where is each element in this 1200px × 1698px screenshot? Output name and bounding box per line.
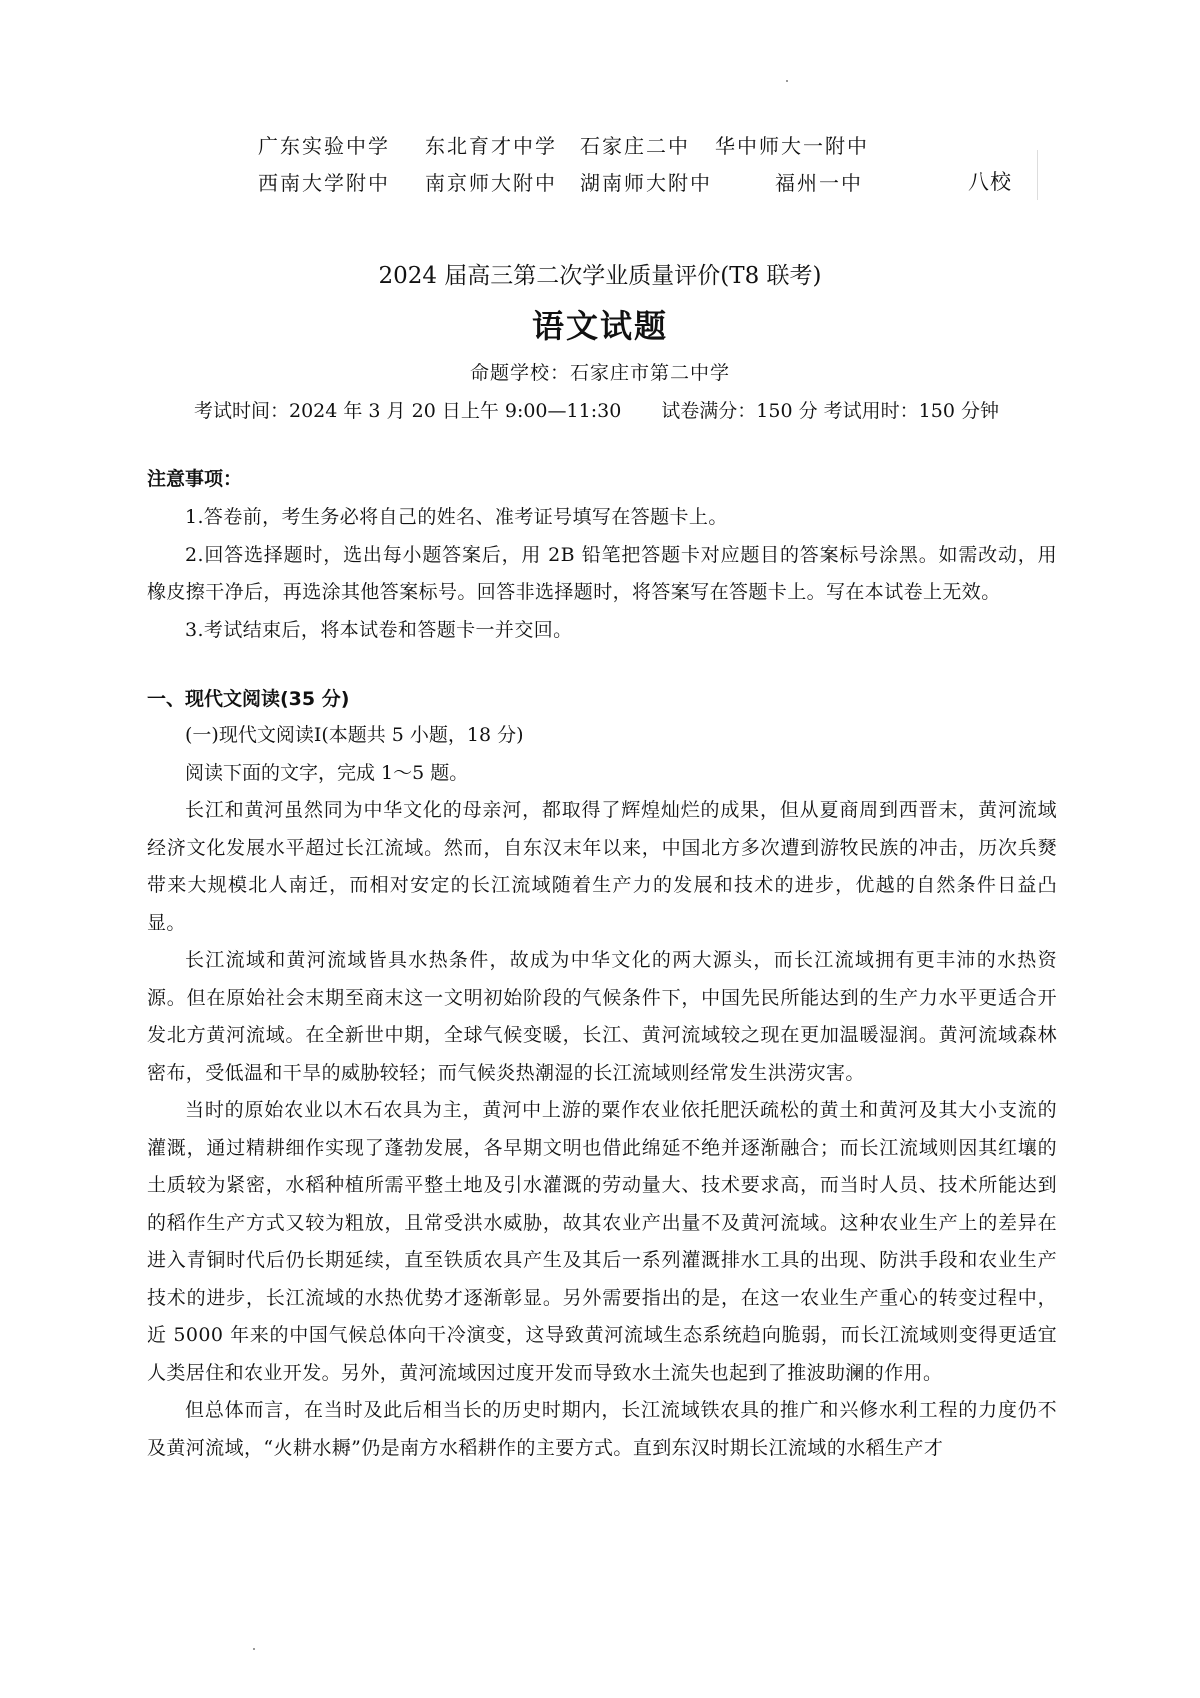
exam-duration: 考试用时：150 分钟 xyxy=(823,400,999,422)
exam-subject: 语文试题 xyxy=(531,307,668,345)
section-heading: 一、现代文阅读(35 分) xyxy=(147,688,350,710)
school-name: 石家庄二中 xyxy=(580,134,690,158)
school-name: 华中师大一附中 xyxy=(715,134,869,158)
school-name: 湖南师大附中 xyxy=(580,171,712,195)
school-name: 西南大学附中 xyxy=(258,171,390,195)
note-item: 3.考试结束后，将本试卷和答题卡一并交回。 xyxy=(185,618,573,641)
passage-paragraph: 长江和黄河虽然同为中华文化的母亲河，都取得了辉煌灿烂的成果，但从夏商周到西晋末，黄河流域经济文化发展水平超过长江流域。然而，自东汉末年以来，中国北方多次遭到游牧民族的冲击，历次兵燹带来大规模北人南迁，而相对安定的长江流域随着生产力的发展和技术的进步，优越的自然条件日益凸显。 xyxy=(147,799,1057,934)
notes-heading: 注意事项： xyxy=(147,468,243,490)
alliance-label: 八校 xyxy=(968,170,1012,194)
school-name: 福州一中 xyxy=(775,171,863,195)
school-name: 广东实验中学 xyxy=(258,134,390,158)
notes-block xyxy=(147,465,1057,649)
scan-dot xyxy=(253,1648,255,1650)
subsection-heading: (一)现代文阅读Ⅰ(本题共 5 小题，18 分) xyxy=(185,724,524,746)
scan-edge-mark xyxy=(1037,150,1038,200)
exam-title: 2024 届高三第二次学业质量评价(T8 联考) xyxy=(378,263,822,289)
exam-time: 考试时间：2024 年 3 月 20 日上午 9:00—11:30 xyxy=(194,400,622,422)
school-name: 东北育才中学 xyxy=(425,134,557,158)
note-item: 2.回答选择题时，选出每小题答案后，用 2B 铅笔把答题卡对应题目的答案标号涂黑。如需改动，用橡皮擦干净后，再选涂其他答案标号。回答非选择题时，将答案写在答题卡上。写在本试卷上无效。 xyxy=(147,543,1057,603)
exam-full-score: 试卷满分：150 分 xyxy=(661,400,818,422)
reading-instruction: 阅读下面的文字，完成 1～5 题。 xyxy=(185,761,469,784)
passage-paragraph: 当时的原始农业以木石农具为主，黄河中上游的粟作农业依托肥沃疏松的黄土和黄河及其大小支流的灌溉，通过精耕细作实现了蓬勃发展，各早期文明也借此绵延不绝并逐渐融合；而长江流域则因其红壤的土质较为紧密，水稻种植所需平整土地及引水灌溉的劳动量大、技术要求高，而当时人员、技术所能达到的稻作生产方式又较为粗放，且常受洪水威胁，故其农业产出量不及黄河流域。这种农业生产上的差异在进入青铜时代后仍长期延续，直至铁质农具产生及其后一系列灌溉排水工具的出现、防洪手段和农业生产技术的进步，长江流域的水热优势才逐渐彰显。另外需要指出的是，在这一农业生产重心的转变过程中，近 5000 年来的中国气候总体向干冷演变，这导致黄河流域生态系统趋向脆弱，而长江流域则变得更适宜人类居住和农业开发。另外，黄河流域因过度开发而导致水土流失也起到了推波助澜的作用。 xyxy=(147,1099,1057,1384)
passage-paragraph: 但总体而言，在当时及此后相当长的历史时期内，长江流域铁农具的推广和兴修水利工程的力度仍不及黄河流域，“火耕水耨”仍是南方水稻耕作的主要方式。直到东汉时期长江流域的水稻生产才 xyxy=(147,1399,1057,1459)
school-name: 南京师大附中 xyxy=(425,171,557,195)
scan-dot xyxy=(786,80,788,82)
passage-paragraph: 长江流域和黄河流域皆具水热条件，故成为中华文化的两大源头，而长江流域拥有更丰沛的水热资源。但在原始社会末期至商末这一文明初始阶段的气候条件下，中国先民所能达到的生产力水平更适合开发北方黄河流域。在全新世中期，全球气候变暖，长江、黄河流域较之现在更加温暖湿润。黄河流域森林密布，受低温和干旱的威胁较轻；而气候炎热潮湿的长江流域则经常发生洪涝灾害。 xyxy=(147,949,1057,1084)
note-item: 1.答卷前，考生务必将自己的姓名、准考证号填写在答题卡上。 xyxy=(185,506,728,528)
exam-setter-school: 命题学校：石家庄市第二中学 xyxy=(469,362,730,384)
exam-info xyxy=(194,398,999,424)
exam-content xyxy=(147,465,1057,1467)
